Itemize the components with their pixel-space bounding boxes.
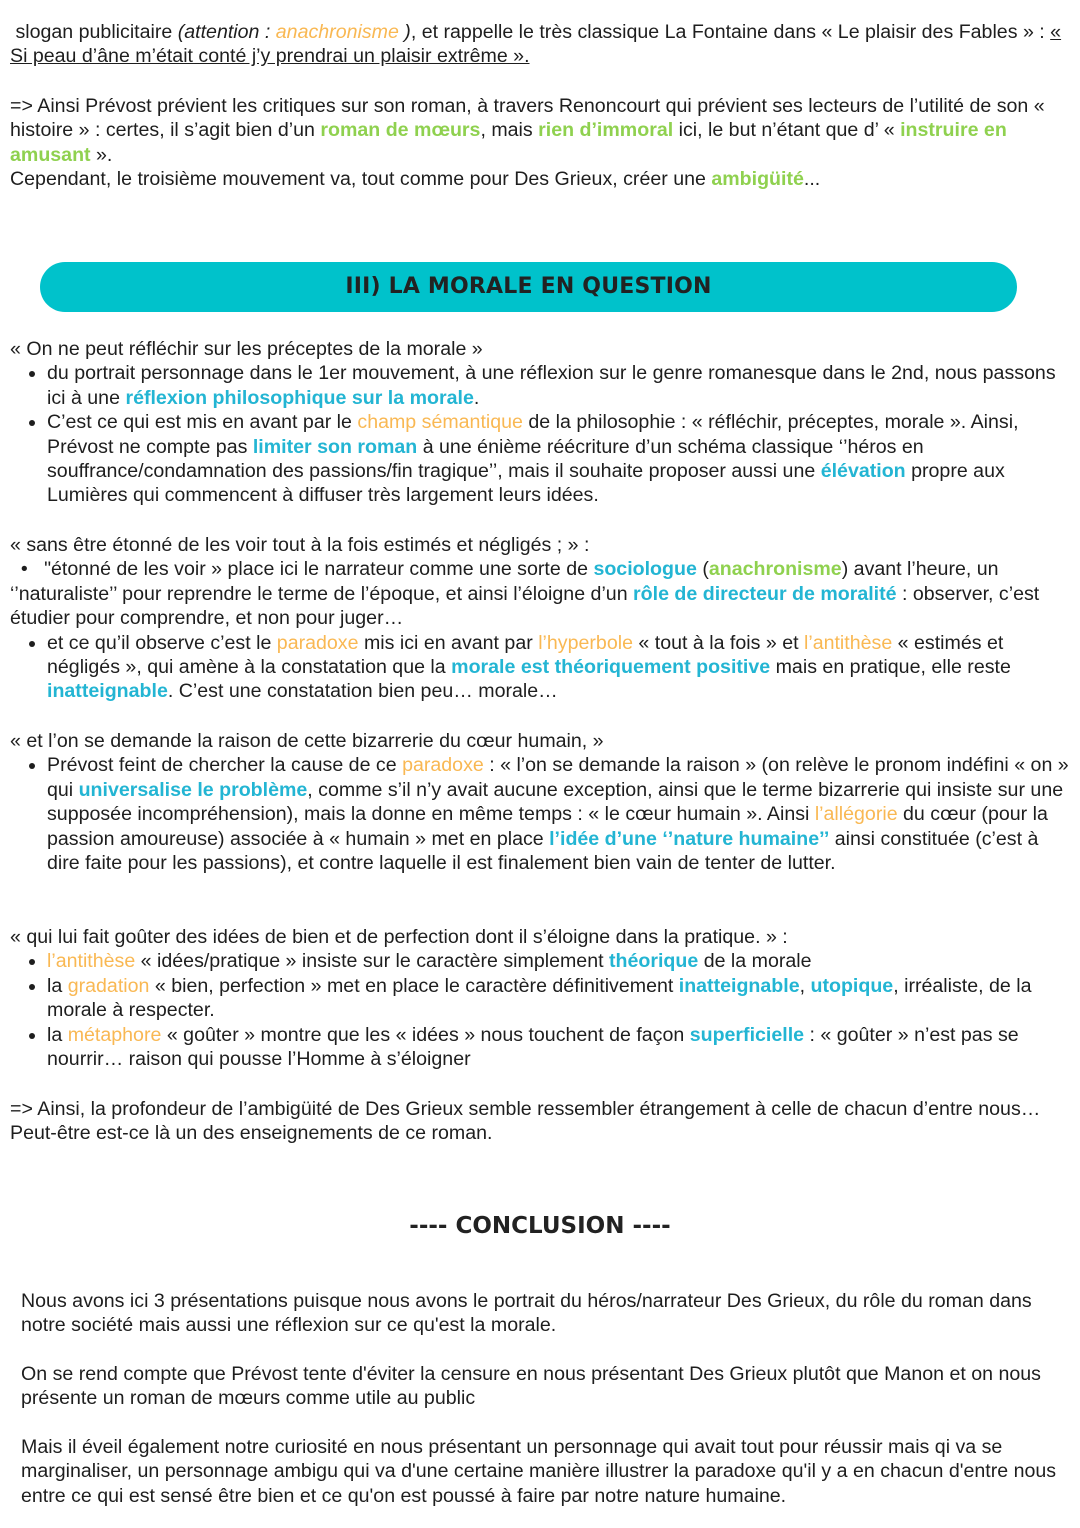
quote-heading: « et l’on se demande la raison de cette bizarrerie du cœur humain, »: [10, 730, 604, 752]
list-item: • la métaphore « goûter » montre que les « idées » nous touchent de façon superficielle : « goûter » n’est pas se nourrir… raison qui pousse l’Homme à s’éloigner: [47, 1023, 1070, 1072]
conclusion-paragraph-2: On se rend compte que Prévost tente d'éviter la censure en nous présentant Des Grieux plutôt que Manon et on nous présente un roman de mœurs comme utile au public: [21, 1363, 1041, 1410]
conclusion-paragraph-3: Mais il éveil également notre curiosité en nous présentant un personnage qui avait tout pour réussir mais qi va se marginaliser, un personnage ambigu qui va d'une certaine manière illustrer la paradoxe qu'il y a en chacun d'entre nous entre ce qui est sensé être bien et ce qu'on est poussé à faire par notre nature humaine.: [21, 1436, 1057, 1507]
bullet-list: [10, 361, 1070, 507]
section-summary: => Ainsi, la profondeur de l’ambigüité de Des Grieux semble ressembler étrangement à celle de chacun d’entre nous… Peut-être est-ce là un des enseignements de ce roman.: [10, 1098, 1041, 1145]
intro-paragraph-1: slogan publicitaire (attention : anachronisme ), et rappelle le très classique La Fontaine dans « Le plaisir des Fables » : « Si peau d’âne m’était conté j’y prendrai un plaisir extrême ».: [10, 21, 1062, 68]
quote-block-2: [10, 533, 1070, 704]
list-item: • "étonné de les voir » place ici le narrateur comme une sorte de sociologue (anachronisme) avant l’heure, un ‘’naturaliste’’ pour reprendre le terme de l’époque, et ainsi l’éloigne d’un rôle de directeur de moralité : observer, c’est étudier pour comprendre, et non pour juger…: [10, 558, 1040, 630]
intro-paragraph-2: => Ainsi Prévost prévient les critiques sur son roman, à travers Renoncourt qui prévient ses lecteurs de l’utilité de son « histoire » : certes, il s’agit bien d’un roman de mœurs, mais rien d’immoral ici, le but n’étant que d’ « instruire en amusant ». Cependant, le troisième mouvement va, tout comme pour Des Grieux, créer une ambigüité...: [10, 95, 1045, 191]
conclusion-paragraph-1: Nous avons ici 3 présentations puisque nous avons le portrait du héros/narrateur Des Grieux, du rôle du roman dans notre société mais aussi une réflexion sur ce qu'est la morale.: [21, 1290, 1032, 1337]
highlight-anachronisme: anachronisme: [275, 21, 399, 43]
section-banner: [40, 262, 1017, 312]
la-fontaine-quote: « Si peau d’âne m’était conté j’y prendrai un plaisir extrême ».: [10, 21, 1062, 68]
list-item: • l’antithèse « idées/pratique » insiste sur le caractère simplement théorique de la morale: [47, 949, 1070, 973]
bullet-list: [10, 753, 1070, 875]
section-title: III) LA MORALE EN QUESTION: [345, 273, 712, 299]
quote-heading: « qui lui fait goûter des idées de bien et de perfection dont il s’éloigne dans la pratique. » :: [10, 926, 788, 948]
list-item: • et ce qu’il observe c’est le paradoxe mis ici en avant par l’hyperbole « tout à la fois » et l’antithèse « estimés et négligés », qui amène à la constatation que la morale est théoriquement positive mais en pratique, elle reste inatteignable. C’est une constatation bien peu… morale…: [47, 631, 1070, 704]
list-item: • C’est ce qui est mis en avant par le champ sémantique de la philosophie : « réfléchir, préceptes, morale ». Ainsi, Prévost ne compte pas limiter son roman à une énième réécriture d’un schéma classique ‘’héros en souffrance/condamnation des passions/fin tragique’’, mais il souhaite proposer aussi une élévation propre aux Lumières qui commencent à diffuser très largement leurs idées.: [47, 410, 1070, 508]
list-item: • la gradation « bien, perfection » met en place le caractère définitivement inatteignable, utopique, irréaliste, de la morale à respecter.: [47, 974, 1070, 1023]
list-item: • du portrait personnage dans le 1er mouvement, à une réflexion sur le genre romanesque dans le 2nd, nous passons ici à une réflexion philosophique sur la morale.: [47, 361, 1070, 410]
quote-block-3: [10, 729, 1070, 875]
list-item: • Prévost feint de chercher la cause de ce paradoxe : « l’on se demande la raison » (on relève le pronom indéfini « on » qui universalise le problème, comme s’il n’y avait aucune exception, ainsi que le terme bizarrerie qui insiste sur une supposée incompréhension), mais la donne en même temps : « le cœur humain ». Ainsi l’allégorie du cœur (pour la passion amoureuse) associée à « humain » met en place l’idée d’une ‘’nature humaine’’ ainsi constituée (c’est à dire faite pour les passions), et contre laquelle il est finalement bien vain de tenter de lutter.: [47, 753, 1070, 875]
conclusion-title: ---- CONCLUSION ----: [409, 1213, 671, 1239]
quote-heading: « On ne peut réfléchir sur les préceptes de la morale »: [10, 338, 483, 360]
quote-block-4: [10, 925, 1070, 1071]
quote-block-1: [10, 337, 1070, 508]
quote-heading: « sans être étonné de les voir tout à la fois estimés et négligés ; » :: [10, 534, 590, 556]
bullet-list: [10, 631, 1070, 704]
bullet-list: [10, 949, 1070, 1071]
